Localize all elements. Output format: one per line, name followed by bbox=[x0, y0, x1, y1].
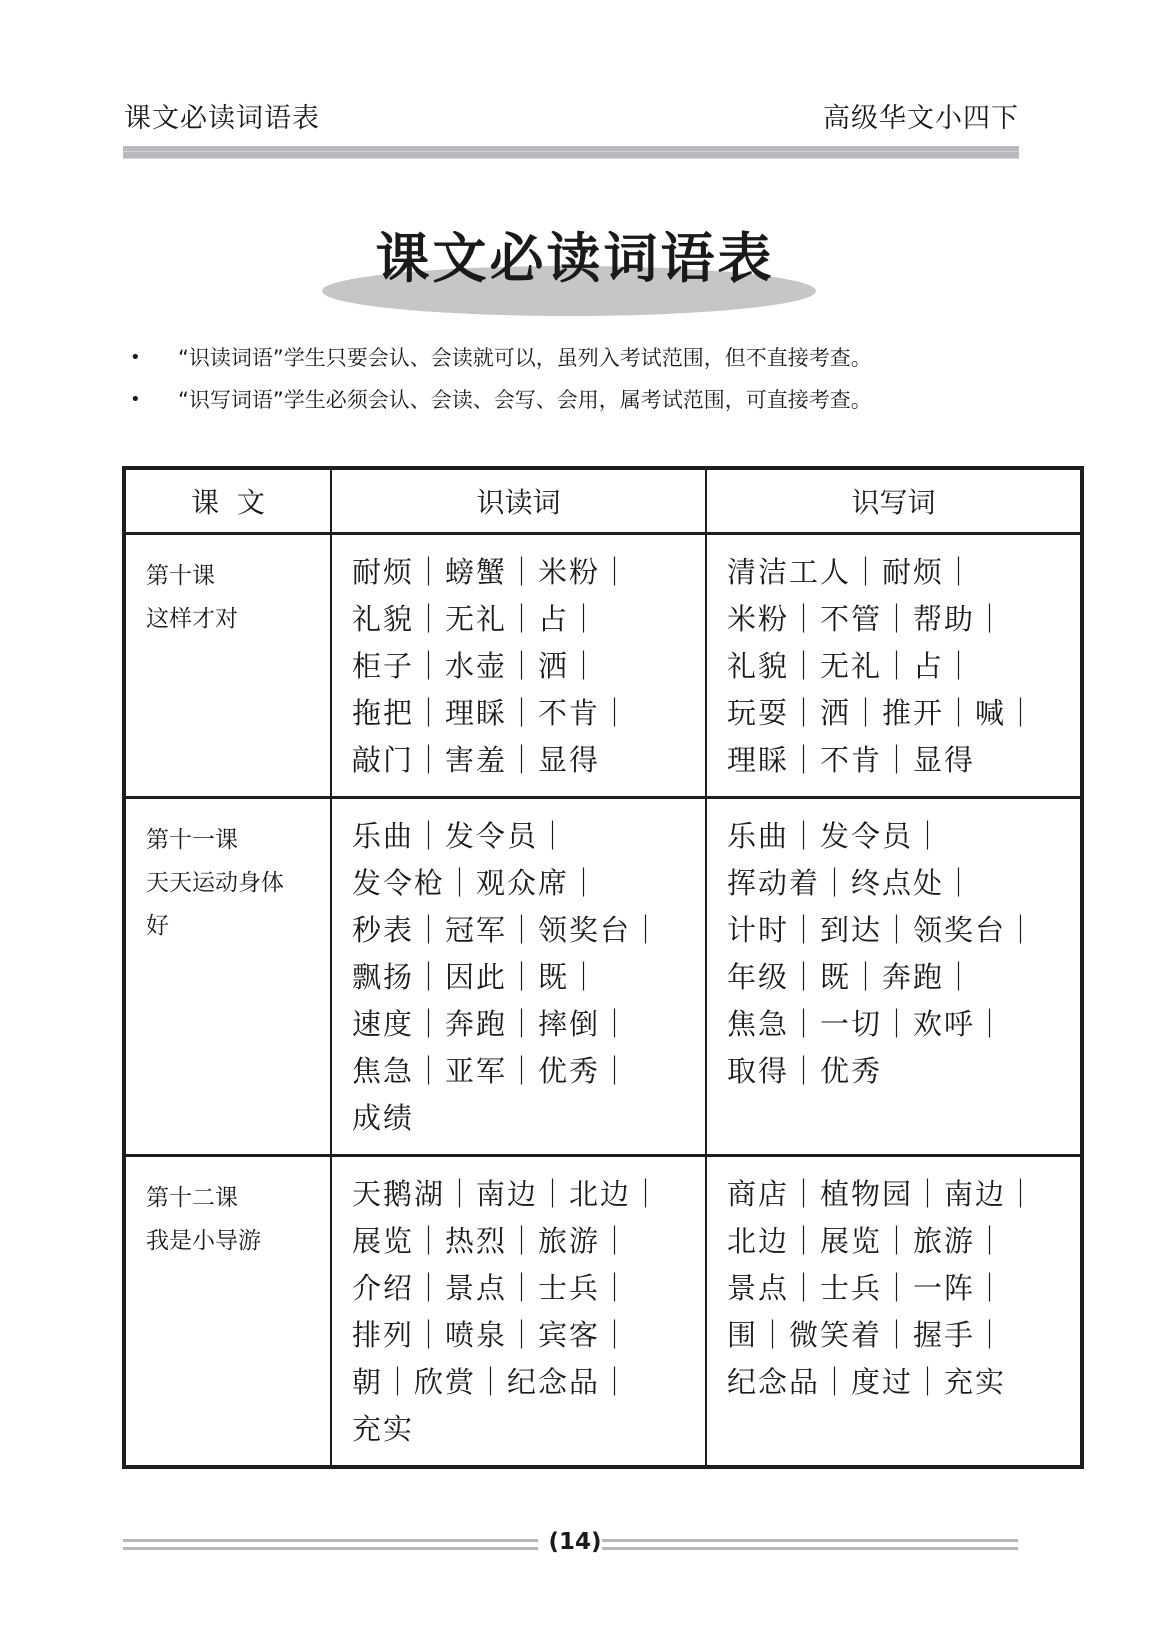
lesson-number: 第十二课 bbox=[146, 1185, 238, 1211]
table-row bbox=[124, 798, 1082, 1156]
header-divider-bar bbox=[123, 146, 1019, 159]
word-line: 排列｜喷泉｜宾客｜ bbox=[352, 1318, 632, 1352]
notes-list bbox=[128, 340, 1028, 424]
write-words-cell bbox=[706, 534, 1082, 798]
header-lesson: 课 文 bbox=[124, 468, 331, 534]
word-line: 展览｜热烈｜旅游｜ bbox=[352, 1224, 632, 1258]
lesson-number: 第十课 bbox=[146, 563, 215, 589]
lesson-title: 天天运动身体 bbox=[146, 870, 284, 896]
word-line: 敲门｜害羞｜显得 bbox=[352, 743, 601, 777]
word-line: 围｜微笑着｜握手｜ bbox=[727, 1318, 1007, 1352]
table-header-row bbox=[124, 468, 1082, 534]
page-title: 课文必读词语表 bbox=[375, 227, 775, 290]
word-line: 秒表｜冠军｜领奖台｜ bbox=[352, 913, 663, 947]
word-line: 焦急｜一切｜欢呼｜ bbox=[727, 1007, 1007, 1041]
word-line: 焦急｜亚军｜优秀｜ bbox=[352, 1054, 632, 1088]
read-words-cell bbox=[331, 534, 706, 798]
word-line: 发令枪｜观众席｜ bbox=[352, 866, 601, 900]
word-line: 充实 bbox=[352, 1412, 415, 1446]
word-line: 速度｜奔跑｜摔倒｜ bbox=[352, 1007, 632, 1041]
running-head-section-title: 课文必读词语表 bbox=[124, 103, 320, 134]
vocabulary-table bbox=[122, 466, 1084, 1469]
word-line: 介绍｜景点｜士兵｜ bbox=[352, 1271, 632, 1305]
table-row bbox=[124, 534, 1082, 798]
write-words-cell bbox=[706, 1156, 1082, 1468]
lesson-title: 我是小导游 bbox=[146, 1228, 261, 1254]
word-line: 纪念品｜度过｜充实 bbox=[727, 1365, 1007, 1399]
bullet-icon: • bbox=[130, 389, 141, 410]
word-line: 乐曲｜发令员｜ bbox=[727, 819, 945, 853]
word-line: 计时｜到达｜领奖台｜ bbox=[727, 913, 1038, 947]
write-words-cell bbox=[706, 798, 1082, 1156]
word-line: 拖把｜理睬｜不肯｜ bbox=[352, 696, 632, 730]
lesson-cell bbox=[124, 534, 331, 798]
lesson-number: 第十一课 bbox=[146, 827, 238, 853]
note-item-read-words bbox=[128, 340, 1028, 382]
word-line: 成绩 bbox=[352, 1101, 415, 1135]
word-line: 耐烦｜螃蟹｜米粉｜ bbox=[352, 555, 632, 589]
word-line: 取得｜优秀 bbox=[727, 1054, 883, 1088]
lesson-cell bbox=[124, 798, 331, 1156]
lesson-title-cont: 好 bbox=[146, 913, 169, 939]
running-head-book-title: 高级华文小四下 bbox=[823, 103, 1019, 134]
word-line: 乐曲｜发令员｜ bbox=[352, 819, 570, 853]
page-number: (14) bbox=[548, 1529, 602, 1555]
read-words-cell bbox=[331, 1156, 706, 1468]
word-line: 礼貌｜无礼｜占｜ bbox=[352, 602, 601, 636]
lesson-title: 这样才对 bbox=[146, 606, 238, 632]
note-text: “识写词语”学生必须会认、会读、会写、会用，属考试范围，可直接考查。 bbox=[178, 388, 872, 412]
note-item-write-words bbox=[128, 382, 1028, 424]
word-line: 礼貌｜无礼｜占｜ bbox=[727, 649, 976, 683]
word-line: 北边｜展览｜旅游｜ bbox=[727, 1224, 1007, 1258]
word-line: 柜子｜水壶｜洒｜ bbox=[352, 649, 601, 683]
bullet-icon: • bbox=[130, 347, 141, 368]
note-text: “识读词语”学生只要会认、会读就可以，虽列入考试范围，但不直接考查。 bbox=[178, 346, 872, 370]
word-line: 理睬｜不肯｜显得 bbox=[727, 743, 976, 777]
header-write-words: 识写词 bbox=[706, 468, 1082, 534]
header-read-words: 识读词 bbox=[331, 468, 706, 534]
word-line: 清洁工人｜耐烦｜ bbox=[727, 555, 976, 589]
word-line: 天鹅湖｜南边｜北边｜ bbox=[352, 1177, 663, 1211]
lesson-cell bbox=[124, 1156, 331, 1468]
word-line: 景点｜士兵｜一阵｜ bbox=[727, 1271, 1007, 1305]
table-row bbox=[124, 1156, 1082, 1468]
word-line: 玩耍｜洒｜推开｜喊｜ bbox=[727, 696, 1038, 730]
word-line: 朝｜欣赏｜纪念品｜ bbox=[352, 1365, 632, 1399]
word-line: 米粉｜不管｜帮助｜ bbox=[727, 602, 1007, 636]
word-line: 挥动着｜终点处｜ bbox=[727, 866, 976, 900]
read-words-cell bbox=[331, 798, 706, 1156]
word-line: 年级｜既｜奔跑｜ bbox=[727, 960, 976, 994]
word-line: 商店｜植物园｜南边｜ bbox=[727, 1177, 1038, 1211]
word-line: 飘扬｜因此｜既｜ bbox=[352, 960, 601, 994]
